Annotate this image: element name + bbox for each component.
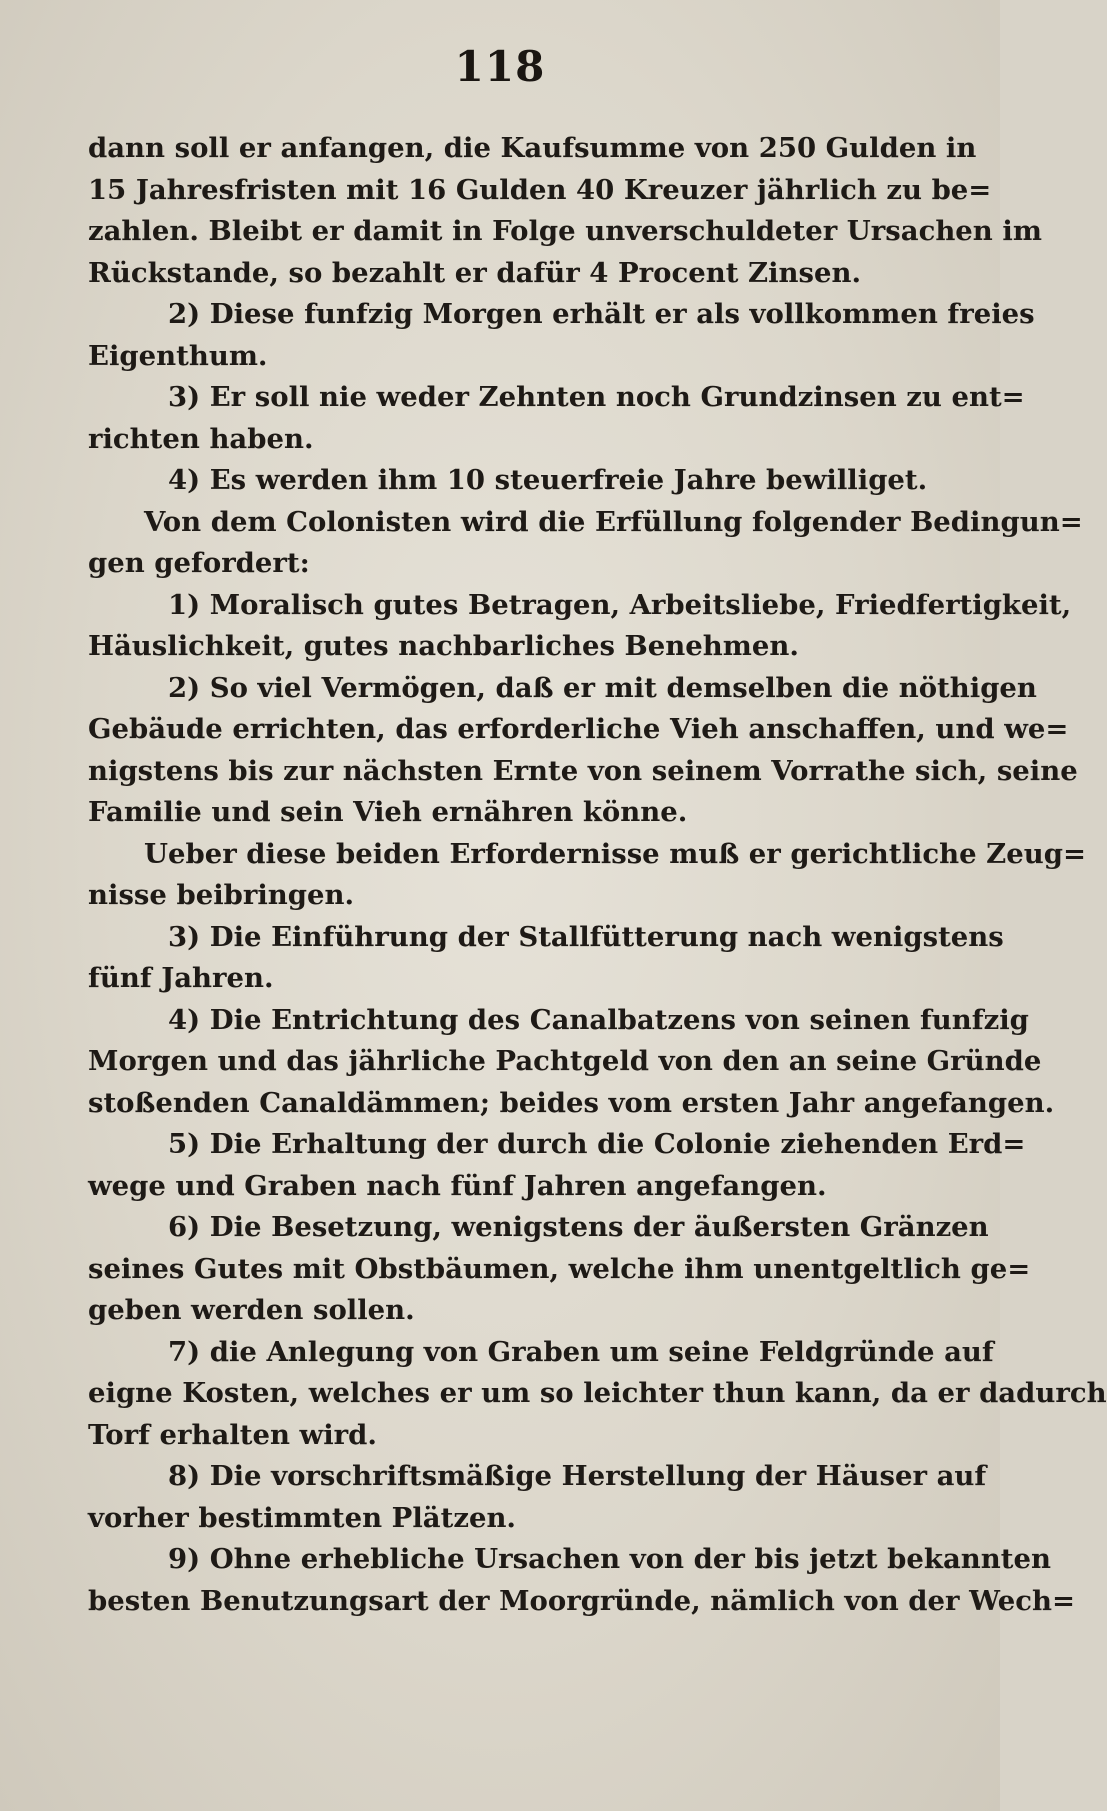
text-line: dann soll er anfangen, die Kaufsumme von 250 Gulden in [88, 132, 977, 164]
text-line: Eigenthum. [88, 339, 268, 372]
text-line: Familie und sein Vieh ernähren könne. [88, 796, 688, 828]
text-line: besten Benutzungsart der Moorgründe, nämlich von der Wech= [88, 1584, 1075, 1617]
text-line: Ueber diese beiden Erfordernisse muß er gerichtliche Zeug= [144, 837, 1087, 870]
text-line: Von dem Colonisten wird die Erfüllung folgender Bedingun= [144, 505, 1083, 538]
text-line: gen gefordert: [88, 547, 310, 579]
text-line: 1) Moralisch gutes Betragen, Arbeitsliebe, Friedfertigkeit, [168, 588, 1072, 621]
page-number: 118 [454, 42, 546, 91]
text-line: zahlen. Bleibt er damit in Folge unverschuldeter Ursachen im [88, 215, 1042, 247]
text-line: 8) Die vorschriftsmäßige Herstellung der Häuser auf [168, 1460, 987, 1492]
body-text [88, 128, 1107, 1622]
text-line: Rückstande, so bezahlt er dafür 4 Procent Zinsen. [88, 256, 862, 289]
text-line: 15 Jahresfristen mit 16 Gulden 40 Kreuzer jährlich zu be= [88, 173, 992, 206]
text-line: stoßenden Canaldämmen; beides vom ersten Jahr angefangen. [88, 1086, 1055, 1119]
text-line: nigstens bis zur nächsten Ernte von seinem Vorrathe sich, seine [88, 754, 1078, 787]
text-line: vorher bestimmten Plätzen. [88, 1501, 517, 1534]
text-line: Gebäude errichten, das erforderliche Vieh anschaffen, und we= [88, 713, 1069, 745]
text-line: 4) Es werden ihm 10 steuerfreie Jahre bewilliget. [168, 464, 928, 496]
text-line: eigne Kosten, welches er um so leichter thun kann, da er dadurch [88, 1377, 1107, 1409]
text-line: Häuslichkeit, gutes nachbarliches Benehmen. [88, 630, 799, 662]
text-line: seines Gutes mit Obstbäumen, welche ihm unentgeltlich ge= [88, 1252, 1031, 1285]
text-line: Morgen und das jährliche Pachtgeld von den an seine Gründe [88, 1045, 1042, 1077]
text-line: 3) Die Einführung der Stallfütterung nach wenigstens [168, 920, 1004, 953]
text-line: 2) Diese funfzig Morgen erhält er als vollkommen freies [168, 298, 1035, 330]
text-line: 6) Die Besetzung, wenigstens der äußersten Gränzen [168, 1211, 989, 1243]
text-line: 4) Die Entrichtung des Canalbatzens von seinen funfzig [168, 1003, 1029, 1036]
text-line: fünf Jahren. [88, 962, 274, 994]
text-line: Torf erhalten wird. [88, 1418, 377, 1451]
text-line: richten haben. [88, 422, 314, 455]
text-line: 2) So viel Vermögen, daß er mit demselben die nöthigen [168, 671, 1037, 704]
text-line: 5) Die Erhaltung der durch die Colonie ziehenden Erd= [168, 1128, 1026, 1160]
text-line: 9) Ohne erhebliche Ursachen von der bis jetzt bekannten [168, 1543, 1051, 1575]
text-line: wege und Graben nach fünf Jahren angefangen. [88, 1169, 827, 1202]
text-line: 7) die Anlegung von Graben um seine Feldgründe auf [168, 1335, 994, 1368]
text-line: nisse beibringen. [88, 879, 355, 911]
text-line: 3) Er soll nie weder Zehnten noch Grundzinsen zu ent= [168, 381, 1025, 413]
text-line: geben werden sollen. [88, 1294, 415, 1326]
